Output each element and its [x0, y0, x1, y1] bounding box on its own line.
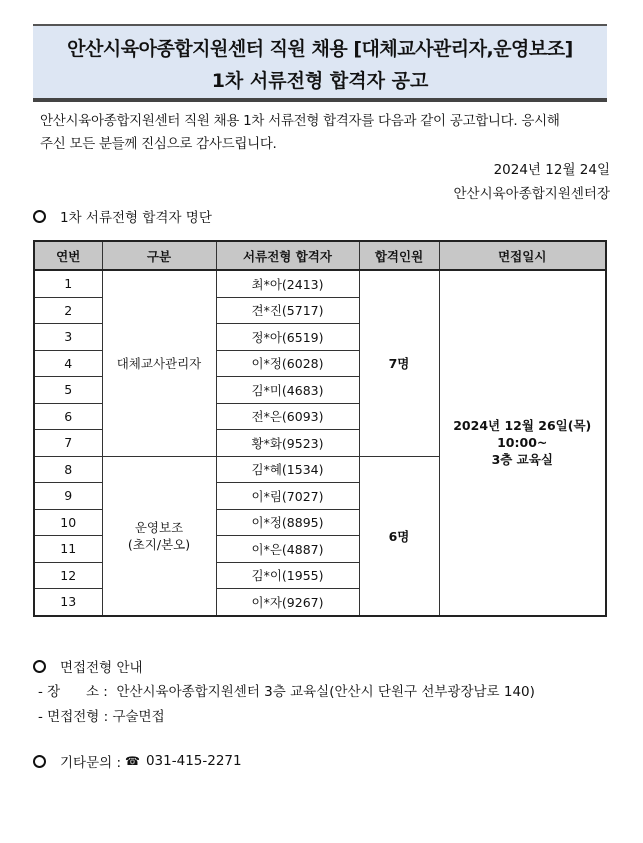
intro-line-2: 주신 모든 분들께 진심으로 감사드립니다.	[40, 136, 277, 152]
issuer: 안산시육아종합지원센터장	[453, 186, 610, 202]
row-no: 11	[34, 536, 102, 563]
section-contact	[33, 751, 242, 771]
applicant-name: 견*진(5717)	[216, 297, 359, 324]
row-no: 6	[34, 403, 102, 430]
row-no: 8	[34, 456, 102, 483]
circle-bullet-icon	[33, 660, 46, 673]
contact-label: 기타문의 :	[60, 755, 122, 771]
count-cell: 6명	[359, 456, 439, 616]
header-category: 구분	[102, 241, 216, 270]
circle-bullet-icon	[33, 755, 46, 768]
type-value: 구술면접	[112, 709, 165, 725]
row-no: 9	[34, 483, 102, 510]
row-no: 13	[34, 589, 102, 616]
applicant-name: 이*정(6028)	[216, 350, 359, 377]
applicant-name: 이*은(4887)	[216, 536, 359, 563]
header-applicant: 서류전형 합격자	[216, 241, 359, 270]
phone-icon: ☎	[125, 754, 140, 768]
row-no: 12	[34, 562, 102, 589]
table-row	[34, 270, 606, 297]
section-title: 면접전형 안내	[60, 660, 143, 676]
section-interview-info	[33, 656, 143, 676]
row-no: 2	[34, 297, 102, 324]
applicant-name: 이*정(8895)	[216, 509, 359, 536]
intro-paragraph	[40, 110, 600, 156]
contact-phone: 031-415-2271	[145, 753, 242, 769]
row-no: 4	[34, 350, 102, 377]
applicant-name: 이*자(9267)	[216, 589, 359, 616]
row-no: 5	[34, 377, 102, 404]
notice-date: 2024년 12월 24일	[493, 162, 610, 178]
section-applicant-list	[33, 206, 212, 226]
category-label: 운영보조	[134, 519, 184, 535]
applicant-name: 김*이(1955)	[216, 562, 359, 589]
place-value: 안산시육아종합지원센터 3층 교육실(안산시 단원구 선부광장남로 140)	[116, 684, 535, 700]
page-title: 안산시육아종합지원센터 직원 채용 [대체교사관리자,운영보조]	[67, 38, 573, 60]
interview-room: 3층 교육실	[491, 452, 553, 468]
category-sublabel: (초지/본오)	[127, 536, 191, 552]
applicant-name: 정*아(6519)	[216, 324, 359, 351]
category-cell	[102, 456, 216, 616]
applicant-name: 이*림(7027)	[216, 483, 359, 510]
place-label: - 장 소 :	[38, 684, 108, 700]
interview-date: 2024년 12월 26일(목)	[453, 418, 592, 434]
category-label: 대체교사관리자	[116, 356, 202, 372]
row-no: 10	[34, 509, 102, 536]
applicant-name: 전*은(6093)	[216, 403, 359, 430]
category-cell	[102, 270, 216, 456]
row-no: 7	[34, 430, 102, 457]
interview-time: 10:00~	[497, 435, 548, 451]
applicant-name: 황*화(9523)	[216, 430, 359, 457]
title-box	[33, 24, 607, 102]
type-label: - 면접전형 :	[38, 709, 109, 725]
header-count: 합격인원	[359, 241, 439, 270]
applicant-table	[33, 240, 607, 617]
circle-bullet-icon	[33, 210, 46, 223]
interview-place	[38, 680, 535, 700]
table-header-row	[34, 241, 606, 270]
intro-line-1: 안산시육아종합지원센터 직원 채용 1차 서류전형 합격자를 다음과 같이 공고합니다. 응시해	[40, 113, 560, 129]
section-title: 1차 서류전형 합격자 명단	[60, 210, 212, 226]
row-no: 1	[34, 270, 102, 297]
count-cell: 7명	[359, 270, 439, 456]
applicant-name: 최*아(2413)	[216, 270, 359, 297]
applicant-name: 김*미(4683)	[216, 377, 359, 404]
page-subtitle: 1차 서류전형 합격자 공고	[211, 70, 429, 92]
interview-type	[38, 705, 165, 725]
row-no: 3	[34, 324, 102, 351]
header-interview: 면접일시	[439, 241, 606, 270]
header-no: 연번	[34, 241, 102, 270]
applicant-name: 김*혜(1534)	[216, 456, 359, 483]
interview-cell	[439, 270, 606, 616]
